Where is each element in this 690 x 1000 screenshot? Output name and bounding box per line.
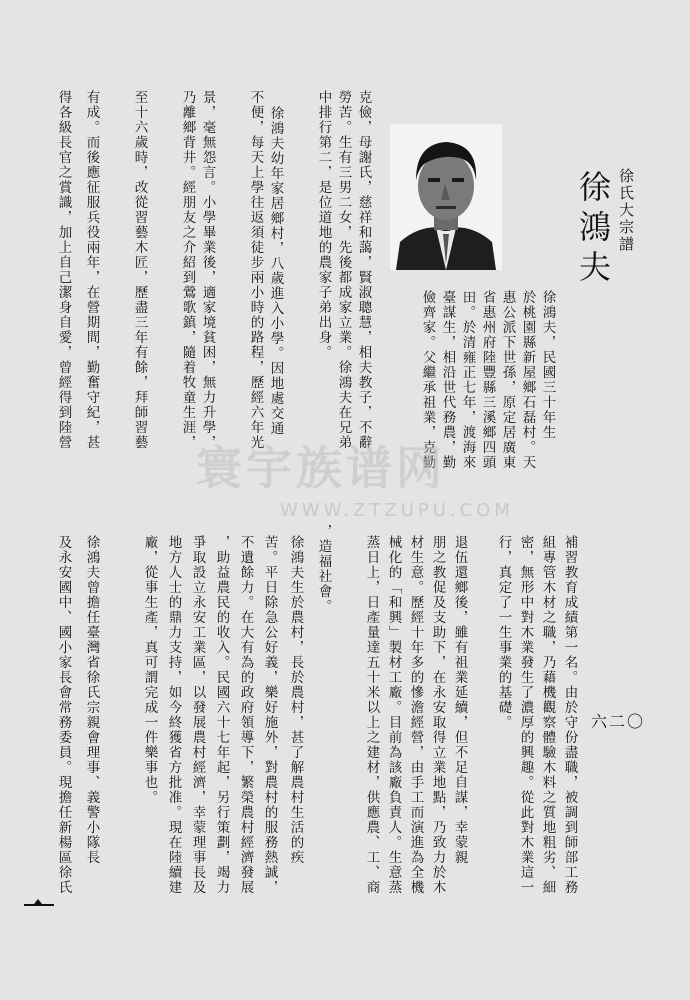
bottom-text-column: 械化的「和興」製材工廠。目前為該廠負責人。生意蒸 [385,535,402,895]
bottom-text-column: 補習教育成績第一名。由於守份盡職，被調到師部工務 [561,535,578,895]
bottom-text-column: 不遺餘力。在大有為的政府領導下，繁榮農村經濟發展 [237,535,254,895]
top-text-column: 克儉，母謝氏，慈祥和藹，賢淑聰慧，相夫教子，不辭 [355,90,372,450]
watermark-text: 寰宇族谱网 [196,441,446,495]
top-text-column: 得各級長官之賞識，加上自己潔身自愛，曾經得到陸營 [55,90,72,450]
bottom-text-column: ，造福社會。 [315,524,332,614]
bottom-text-column: 地方人士的鼎力支持，如今終獲省方批准。現在陸續建 [165,535,182,895]
top-text-column: 徐鴻夫，民國三十年生 [539,290,556,440]
top-text-column: 不便，每天上學往返須徒步兩小時的路程，歷經六年光 [247,90,264,450]
bottom-text-column: ，助益農民的收入。民國六十七年起，另行策劃，竭力 [213,535,230,895]
genealogy-series-title: 徐氏大宗譜 [617,168,635,253]
bottom-text-column: 退伍還鄉後，雖有祖業延續，但不足自謀，幸蒙親 [451,535,468,865]
bottom-text-column: 密，無形中對木業發生了濃厚的興趣。從此對木業這一 [517,535,534,895]
bottom-text-column: 徐鴻夫生於農村，長於農村，甚了解農村生活的疾 [287,535,304,865]
bottom-text-column: 及永安國中、國小家長會常務委員。現擔任新楊區徐氏 [55,535,72,895]
top-text-column: 儉齊家。父繼承祖業，克勤 [419,290,436,470]
top-text-column: 勞苦。生有三男二女，先後都成家立業。徐鴻夫在兄弟 [335,90,352,450]
top-text-column: 惠公派下世孫，原定居廣東 [499,290,516,470]
bottom-text-column: 行，真定了一生事業的基礎。 [495,535,512,730]
top-text-column: 臺謀生，相沿世代務農，勤 [439,290,456,470]
watermark-url: WWW.ZTZUPU.COM [280,500,514,521]
bottom-text-column: 組專管木材之職，乃藉機觀察體驗木料之質地粗劣、細 [539,535,556,895]
top-text-column: 徐鴻夫幼年家居鄉村，八歲進入小學。因地處交通 [267,106,284,436]
bottom-text-column: 朋之教促及支助下，在永安取得立業地點，乃致力於木 [429,535,446,895]
top-text-column: 有成。而後應征服兵役兩年，在營期間，勤奮守紀，甚 [83,90,100,450]
top-text-column: 於桃園縣新屋鄉石磊村。天 [519,290,536,470]
top-text-column: 省惠州府陸豐縣三溪鄉四頭 [479,290,496,470]
top-text-column: 景，毫無怨言。小學畢業後，適家境貧困，無力升學， [199,90,216,450]
binding-mark-icon [24,898,54,906]
page-number: 六二〇 [591,712,646,731]
top-text-column: 中排行第二，是位道地的農家子弟出身。 [315,90,332,360]
bottom-text-column: 苦。平日除急公好義，樂好施外，對農村的服務熱誠， [261,535,278,895]
top-text-column: 至十六歲時，改從習藝木匠，歷盡三年有餘，拜師習藝 [131,90,148,450]
bottom-text-column: 爭取設立永安工業區，以發展農村經濟，幸蒙理事長及 [189,535,206,895]
person-name: 徐鴻夫 [574,170,612,290]
top-text-column: 乃離鄉背井。經朋友之介紹到鶯歌鎮，隨着牧童生涯， [179,90,196,450]
bottom-text-column: 蒸日上，日產量達五十米以上之建材，供應農、工、商 [363,535,380,895]
bottom-text-column: 廠，從事生產，真可謂完成一件樂事也。 [141,535,158,805]
top-text-column: 田。於清雍正七年，渡海來 [459,290,476,470]
bottom-text-column: 徐鴻夫曾擔任臺灣省徐氏宗親會理事、義警小隊長 [83,535,100,865]
bottom-text-column: 材生意。歷經十年多的慘澹經營，由手工而演進為全機 [407,535,424,895]
portrait-photo [390,124,502,270]
